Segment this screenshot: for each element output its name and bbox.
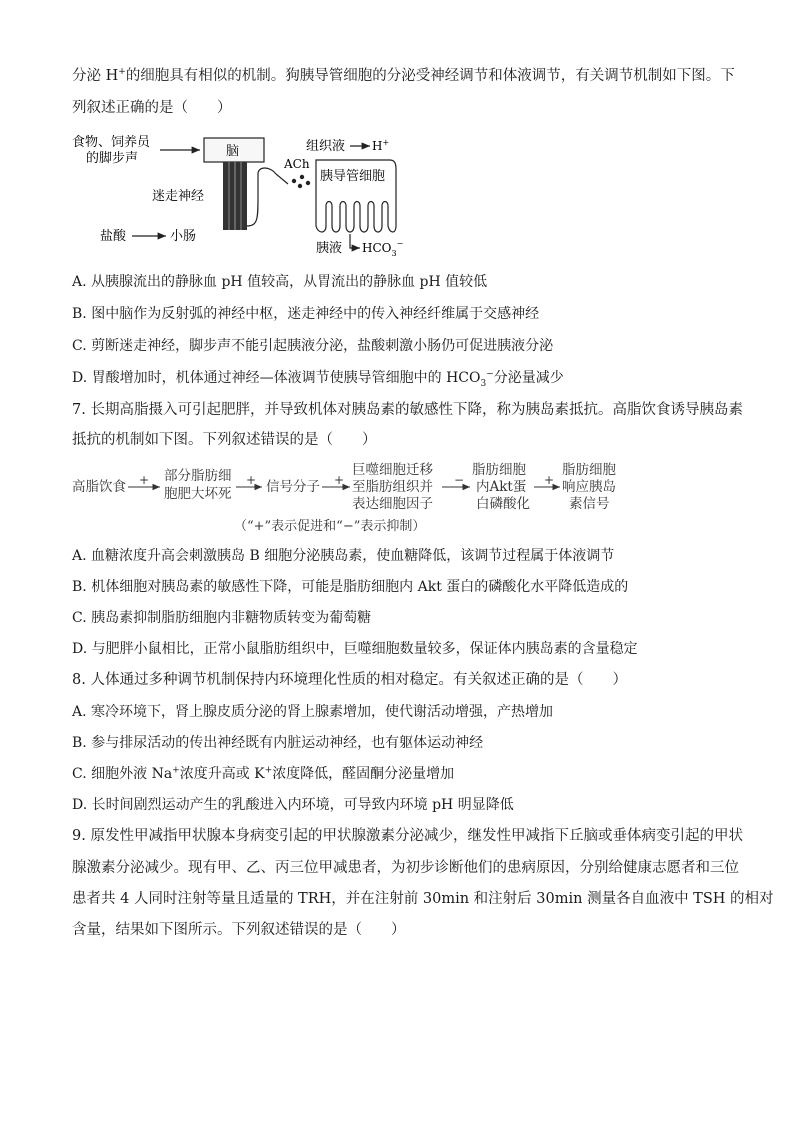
svg-text:HCO3−: $HCO_3^-$ (362, 239, 404, 258)
q8-option-b: B. 参与排尿活动的传出神经既有内脏运动神经，也有躯体运动神经 (72, 735, 484, 751)
q8-stem: 8. 人体通过多种调节机制保持内环境理化性质的相对稳定。有关叙述正确的是（ ） (72, 672, 627, 688)
pancreatic-juice-label: 胰液 (316, 241, 343, 256)
flow-node-high-fat-diet: 高脂饮食 (72, 479, 126, 495)
q7-stem-line1: 7. 长期高脂摄入可引起肥胖，并导致机体对胰岛素的敏感性下降，称为胰岛素抵抗。高脂饮食诱导胰岛素 (72, 402, 743, 418)
flow-node-insulin-response-1: 脂肪细胞 (562, 462, 616, 478)
q8-option-d: D. 长时间剧烈运动产生的乳酸进入内环境，可导致内环境 pH 明显降低 (72, 797, 514, 813)
flow-node-adipocyte-necrosis-2: 胞肥大坏死 (164, 486, 232, 502)
flow-node-insulin-response-3: 素信号 (569, 496, 610, 512)
q7-flow-diagram (66, 456, 636, 538)
stimulus-label-2: 的脚步声 (86, 151, 139, 166)
flow-sign-4: − (454, 473, 465, 487)
q6-option-c: C. 剪断迷走神经，脚步声不能引起胰液分泌，盐酸刺激小肠仍可促进胰液分泌 (72, 338, 554, 354)
q6-stem-line2: 列叙述正确的是（ ） (72, 100, 232, 116)
ach-label: ACh (284, 157, 310, 171)
q7-option-b: B. 机体细胞对胰岛素的敏感性下降，可能是脂肪细胞内 Akt 蛋白的磷酸化水平降低造成的 (72, 579, 629, 595)
duct-cell-label: 胰导管细胞 (320, 169, 386, 184)
q6-stem-line1: 分泌 H+的细胞具有相似的机制。狗胰导管细胞的分泌受神经调节和体液调节，有关调节机制如下图。下 (72, 67, 735, 84)
q8-option-a: A. 寒冷环境下，肾上腺皮质分泌的肾上腺素增加，使代谢活动增强，产热增加 (72, 704, 554, 720)
flow-node-adipocyte-necrosis-1: 部分脂肪细 (164, 468, 232, 484)
flow-node-akt-3: 白磷酸化 (476, 496, 530, 512)
q8-option-c: C. 细胞外液 Na+浓度升高或 K+浓度降低，醛固酮分泌量增加 (72, 765, 455, 782)
q6-regulation-diagram (60, 126, 440, 266)
hco3-label: HCO (362, 241, 392, 255)
flow-sign-2: + (246, 473, 257, 487)
svg-text:H+: H+ (372, 138, 390, 153)
intestine-label: 小肠 (170, 229, 197, 244)
flow-node-akt-1: 脂肪细胞 (472, 462, 526, 478)
q9-stem-line2: 腺激素分泌减少。现有甲、乙、丙三位甲减患者，为初步诊断他们的患病原因，分别给健康志愿者和三位 (72, 860, 739, 876)
flow-node-macrophage-3: 表达细胞因子 (352, 496, 433, 512)
q7-stem-line2: 抵抗的机制如下图。下列叙述错误的是（ ） (72, 432, 377, 448)
h-ion-label: H (372, 139, 383, 153)
stimulus-label-1: 食物、饲养员 (72, 135, 151, 150)
q6-option-b: B. 图中脑作为反射弧的神经中枢，迷走神经中的传入神经纤维属于交感神经 (72, 306, 540, 322)
flow-sign-5: + (544, 473, 555, 487)
q9-stem-line4: 含量，结果如下图所示。下列叙述错误的是（ ） (72, 922, 406, 938)
q7-option-d: D. 与肥胖小鼠相比，正常小鼠脂肪组织中，巨噬细胞数量较多，保证体内胰岛素的含量稳定 (72, 641, 638, 657)
q9-stem-line3: 患者共 4 人同时注射等量且适量的 TRH，并在注射前 30min 和注射后 30min 测量各自血液中 TSH 的相对 (72, 891, 774, 907)
flow-node-macrophage-2: 至脂肪组织并 (352, 479, 433, 495)
flow-sign-1: + (139, 473, 150, 487)
q7-option-a: A. 血糖浓度升高会刺激胰岛 B 细胞分泌胰岛素，使血糖降低，该调节过程属于体液调节 (72, 548, 615, 564)
brain-label: 脑 (226, 144, 240, 159)
q6-option-d: D. 胃酸增加时，机体通过神经—体液调节使胰导管细胞中的 $HCO_3^-$分泌量减少 (72, 369, 564, 389)
flow-node-akt-2: 内Akt蛋 (476, 479, 527, 495)
acid-label: 盐酸 (100, 229, 127, 244)
flow-sign-3: + (334, 473, 345, 487)
flow-node-insulin-response-2: 响应胰岛 (562, 479, 616, 495)
q6-option-a: A. 从胰腺流出的静脉血 pH 值较高，从胃流出的静脉血 pH 值较低 (72, 274, 488, 290)
q9-stem-line1: 9. 原发性甲减指甲状腺本身病变引起的甲状腺激素分泌减少，继发性甲减指下丘脑或垂体病变引起的甲状 (72, 828, 743, 844)
q7-option-c: C. 胰岛素抑制脂肪细胞内非糖物质转变为葡萄糖 (72, 610, 372, 626)
flow-legend-note: （“+”表示促进和“−”表示抑制） (234, 519, 426, 534)
vagus-label: 迷走神经 (152, 189, 205, 204)
flow-node-macrophage-1: 巨噬细胞迁移 (352, 462, 433, 478)
tissue-fluid-label: 组织液 (306, 139, 346, 154)
flow-node-signal-molecule: 信号分子 (266, 479, 320, 495)
